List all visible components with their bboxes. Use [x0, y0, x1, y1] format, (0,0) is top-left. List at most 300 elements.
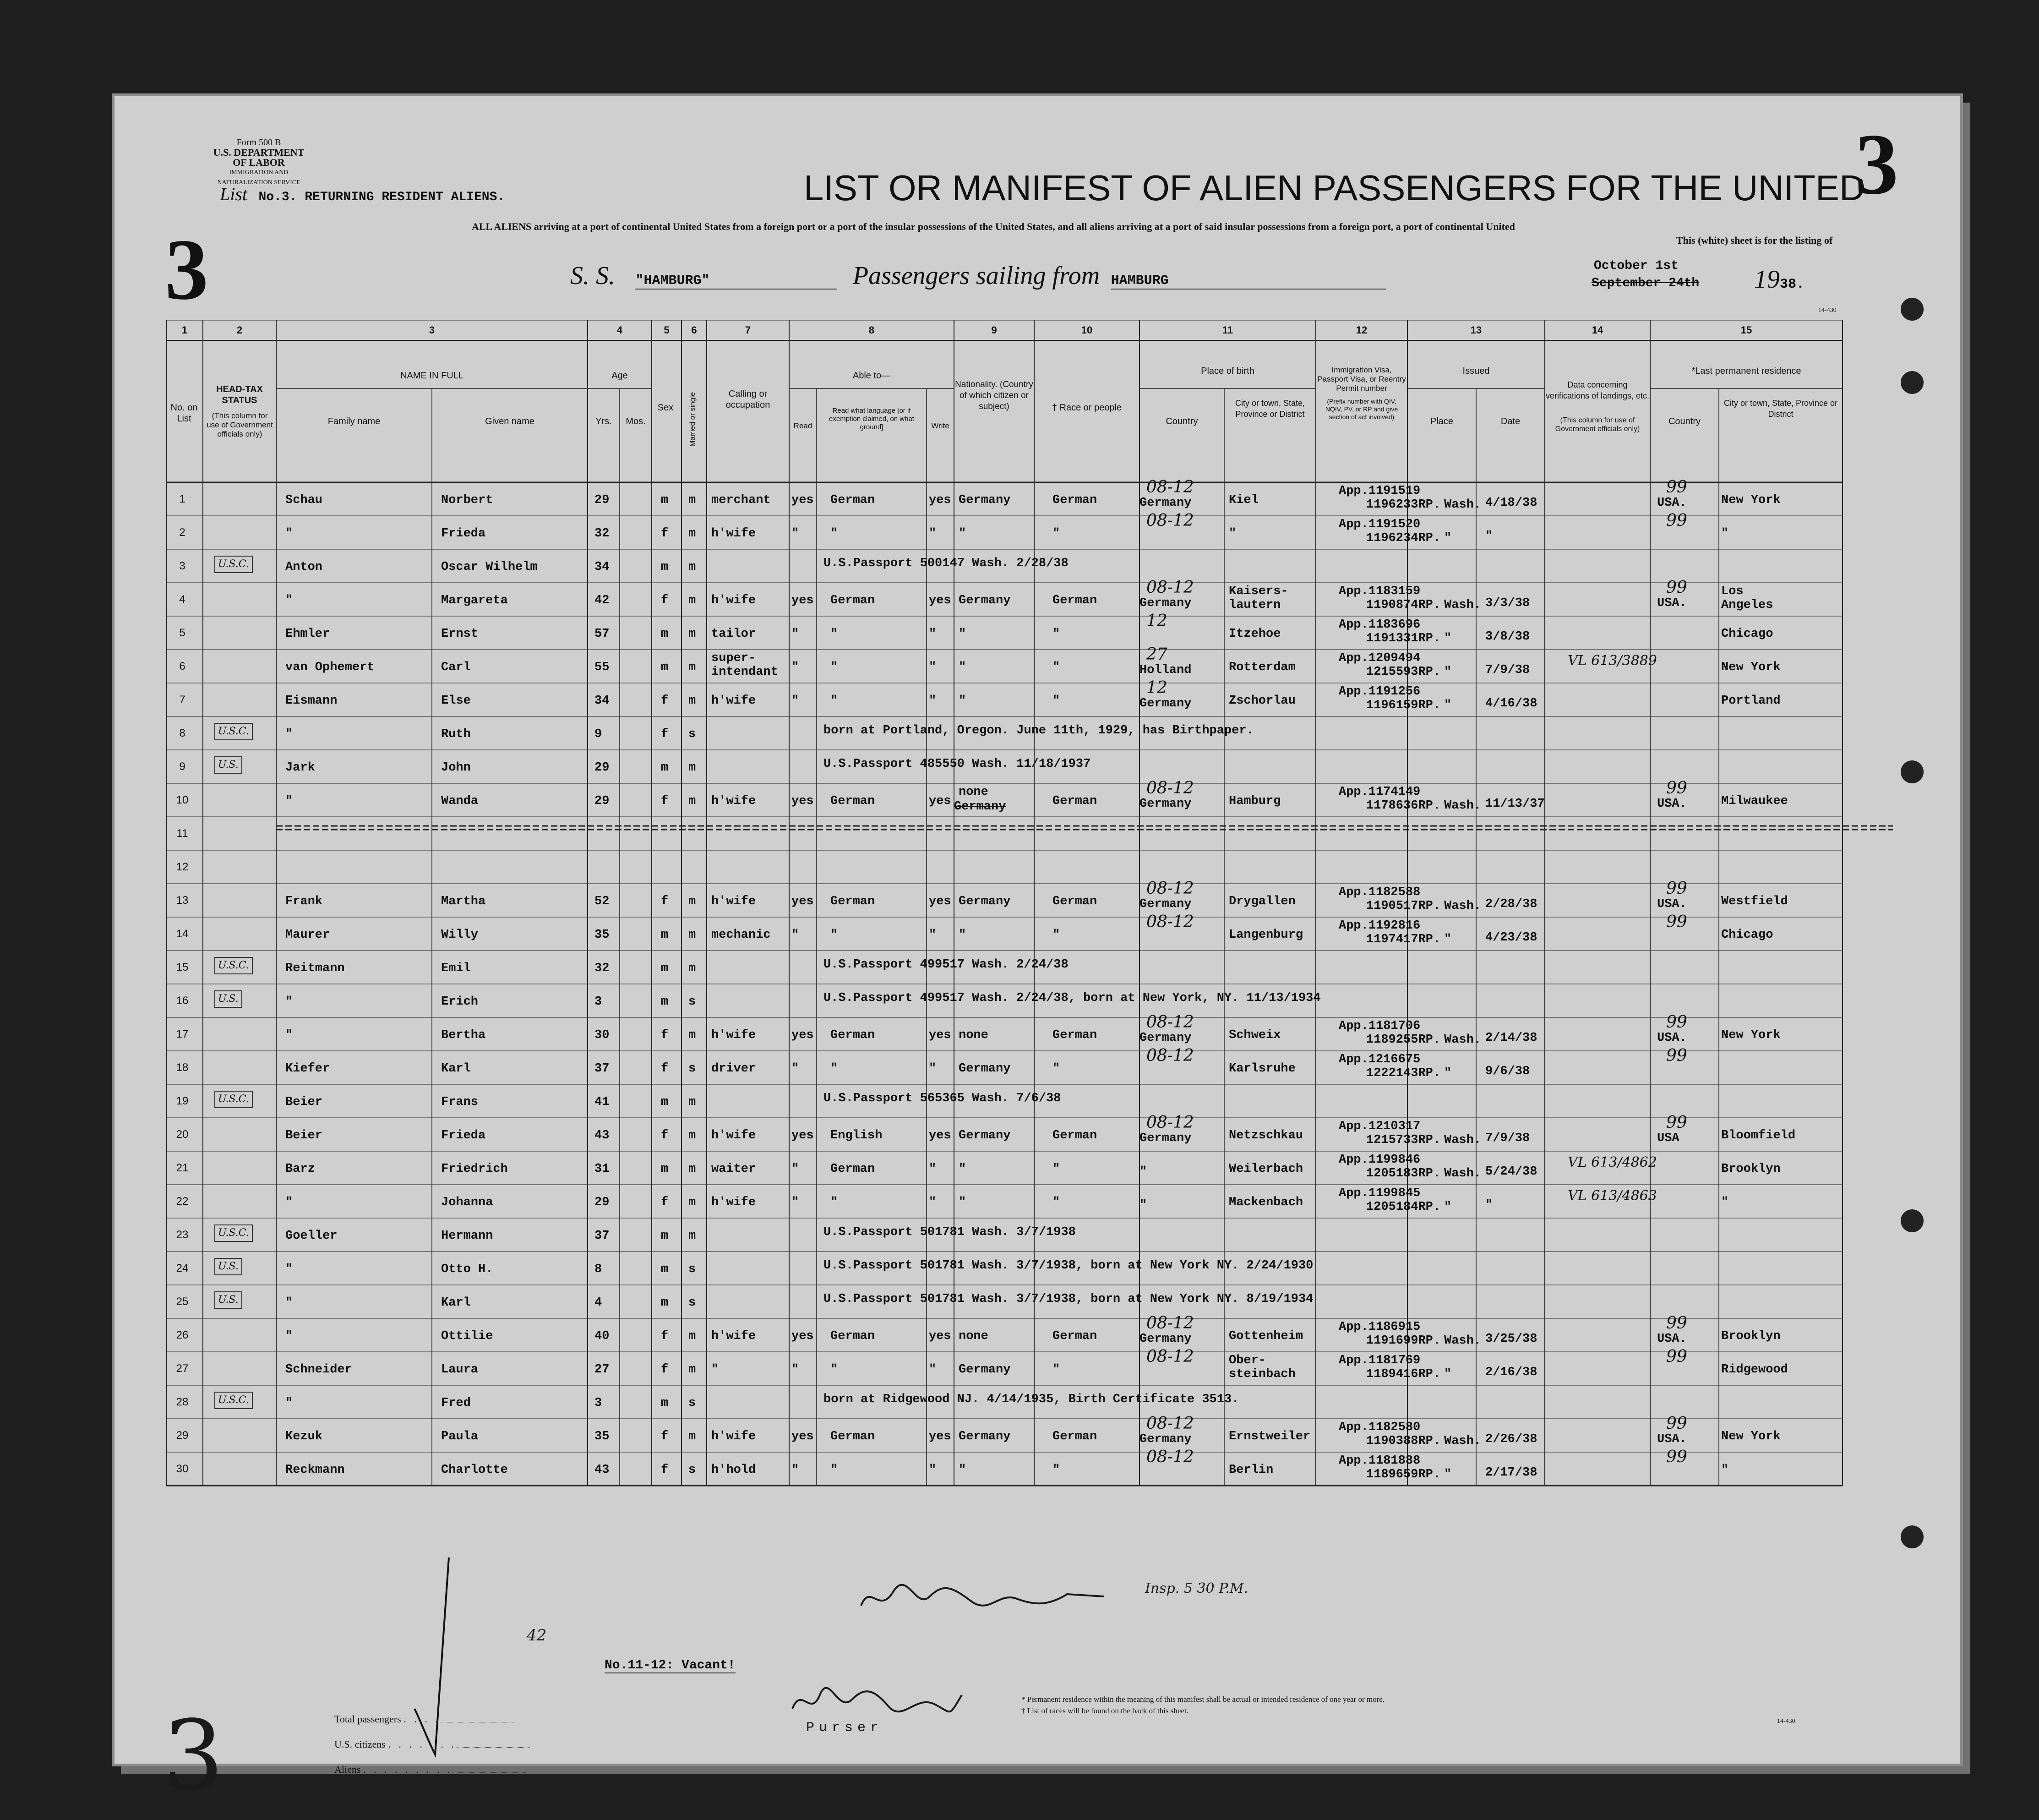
cell-idate: 2/17/38	[1485, 1466, 1537, 1480]
aliens-label: Aliens . . . . . . . . .	[334, 1764, 526, 1776]
table-row	[166, 817, 1893, 850]
cell-occ: mechanic	[711, 928, 771, 942]
cell-rcode: 99	[1666, 1448, 1687, 1466]
cell-given: Ruth	[441, 727, 471, 741]
cell-code: 08-12	[1146, 1448, 1194, 1466]
hdr-head-tax-note: (This column for use of Government officials only)	[207, 411, 273, 438]
cell-age: 9	[594, 727, 602, 741]
table-row	[166, 645, 1893, 683]
cell-lang: German	[830, 1430, 875, 1443]
cell-no: 18	[176, 1061, 189, 1074]
cell-note: U.S.Passport 565365 Wash. 7/6/38	[823, 1092, 1061, 1105]
hdr-birth-country: Country	[1166, 416, 1198, 426]
cell-iplace: Wash.	[1444, 1133, 1482, 1147]
cell-family: Schau	[285, 493, 323, 507]
cell-bcity: Mackenbach	[1229, 1196, 1303, 1209]
cell-given: Margareta	[441, 594, 508, 607]
cell-visa2: 1196234RP.	[1366, 531, 1441, 545]
department: U.S. DEPARTMENT OF LABOR	[213, 147, 305, 168]
manifest-subtitle-2: This (white) sheet is for the listing of	[1676, 235, 1833, 246]
hdr-mos: Mos.	[626, 416, 646, 426]
cell-nat: Germany	[959, 1430, 1011, 1443]
cell-note: born at Ridgewood NJ. 4/14/1935, Birth Certificate 3513.	[823, 1393, 1239, 1406]
cell-rcode: 99	[1666, 913, 1687, 931]
cell-idate: 2/16/38	[1485, 1366, 1537, 1379]
hdr-head-tax: HEAD-TAX STATUS	[216, 384, 263, 405]
cell-family: Eismann	[285, 694, 338, 708]
cell-stamp: U.S.	[214, 990, 242, 1008]
cell-ms: m	[688, 1430, 696, 1443]
cell-age: 4	[594, 1296, 602, 1310]
cell-no: 23	[176, 1229, 189, 1241]
cell-ms: m	[688, 1095, 696, 1109]
cell-ms: m	[688, 1129, 696, 1142]
cell-given: Else	[441, 694, 471, 708]
cell-read: "	[791, 928, 799, 942]
cell-age: 35	[594, 1430, 610, 1443]
manifest-sheet	[114, 96, 1960, 1812]
cell-iplace: Wash.	[1444, 598, 1482, 612]
cell-given: Willy	[441, 928, 479, 942]
cell-sex: m	[661, 1162, 669, 1176]
cell-race: German	[1052, 493, 1097, 507]
cell-sex: m	[661, 1396, 669, 1410]
cell-ms: m	[688, 1229, 696, 1243]
cell-bcity: Kiel	[1229, 493, 1259, 507]
cell-rc: USA.	[1657, 596, 1687, 610]
cell-rcity: Brooklyn	[1721, 1162, 1781, 1176]
cell-family: "	[285, 1329, 293, 1343]
cell-lang: "	[830, 1196, 838, 1209]
table-row	[166, 1448, 1893, 1486]
cell-sex: m	[661, 761, 669, 775]
table-row	[166, 578, 1893, 616]
cell-race: German	[1052, 1129, 1097, 1142]
form-id-block	[206, 137, 311, 188]
cell-sex: m	[661, 1263, 669, 1276]
cell-bcity: Netzschkau	[1229, 1129, 1303, 1142]
cell-note: U.S.Passport 499517 Wash. 2/24/38, born at New York, NY. 11/13/1934	[823, 991, 1321, 1005]
cell-visa1: App.1209494	[1339, 651, 1421, 665]
cell-given: John	[441, 761, 471, 775]
column-number: 12	[1356, 324, 1368, 336]
hdr-yrs: Yrs.	[595, 416, 612, 426]
cell-bcity: "	[1229, 527, 1237, 541]
cell-occ: h'wife	[711, 594, 756, 607]
cell-family: "	[285, 995, 293, 1009]
cell-note: U.S.Passport 501781 Wash. 3/7/1938	[823, 1225, 1076, 1239]
column-number: 11	[1222, 324, 1233, 336]
cell-family: Anton	[285, 560, 323, 574]
hdr-read: Read	[793, 421, 812, 430]
cell-visa2: 1196159RP.	[1366, 699, 1441, 712]
cell-lang: German	[830, 1028, 875, 1042]
column-number: 3	[429, 324, 435, 336]
cell-idate: 7/9/38	[1485, 1131, 1530, 1145]
cell-sex: m	[661, 661, 669, 674]
cell-no: 2	[179, 526, 185, 539]
cell-given: Frans	[441, 1095, 479, 1109]
cell-no: 11	[176, 827, 188, 840]
us-citizens-label: U.S. citizens . . . . . . .	[334, 1738, 530, 1750]
cell-age: 8	[594, 1263, 602, 1276]
hdr-last-residence: *Last permanent residence	[1691, 366, 1801, 376]
cell-write: yes	[929, 794, 951, 808]
cell-lang: "	[830, 1463, 838, 1477]
cell-rc: USA.	[1657, 897, 1687, 911]
cell-bc: "	[1139, 1165, 1147, 1179]
cell-nat: none	[959, 1329, 988, 1343]
column-number: 2	[236, 324, 243, 336]
cell-visa1: App.1186915	[1339, 1320, 1421, 1334]
cell-age: 32	[594, 962, 610, 975]
cell-code: 08-12	[1146, 779, 1194, 798]
cell-rcity: Ridgewood	[1721, 1363, 1788, 1377]
cell-nat: "	[959, 928, 966, 942]
cell-bc: Germany	[1139, 596, 1192, 610]
cell-sex: f	[661, 1329, 669, 1343]
cell-ms: m	[688, 1196, 696, 1209]
cell-nat: Germany	[959, 1363, 1011, 1377]
cell-sex: f	[661, 1129, 669, 1142]
cell-read: yes	[791, 594, 814, 607]
cell-idate: 3/25/38	[1485, 1332, 1537, 1346]
column-number: 14	[1592, 324, 1603, 336]
cell-bcity: Rotterdam	[1229, 661, 1296, 674]
cell-visa1: App.1182588	[1339, 885, 1421, 899]
cell-write: yes	[929, 895, 951, 908]
cell-given: Emil	[441, 962, 471, 975]
count-42: 42	[527, 1626, 547, 1645]
cell-sex: f	[661, 794, 669, 808]
cell-family: Maurer	[285, 928, 330, 942]
cell-sex: m	[661, 1296, 669, 1310]
cell-no: 24	[176, 1262, 189, 1274]
cell-no: 29	[176, 1429, 189, 1442]
cell-given: Ernst	[441, 627, 479, 641]
cell-sex: f	[661, 727, 669, 741]
cell-visa2: 1197417RP.	[1366, 933, 1441, 946]
cell-stamp: U.S.C.	[214, 957, 253, 974]
cell-ms: m	[688, 594, 696, 607]
cell-lang: German	[830, 594, 875, 607]
hdr-family-name: Family name	[327, 416, 381, 426]
cell-lang: German	[830, 794, 875, 808]
list-value: No.3. RETURNING RESIDENT ALIENS.	[258, 190, 505, 204]
table-row	[166, 913, 1893, 951]
cell-rcode: 99	[1666, 1113, 1687, 1132]
cell-code: 08-12	[1146, 913, 1194, 931]
cell-given: Frieda	[441, 1129, 486, 1142]
cell-bc: Germany	[1139, 897, 1192, 911]
cell-given: Erich	[441, 995, 479, 1009]
cell-race: "	[1052, 928, 1060, 942]
cell-race: "	[1052, 661, 1060, 674]
cell-age: 37	[594, 1229, 610, 1243]
cell-ms: s	[688, 727, 696, 741]
cell-lang: "	[830, 1062, 838, 1076]
cell-family: van Ophemert	[285, 661, 375, 674]
purser-label: Purser	[806, 1720, 883, 1736]
cell-rcity: New York	[1721, 1028, 1781, 1042]
cell-idate: 2/28/38	[1485, 897, 1537, 911]
cell-lang: German	[830, 493, 875, 507]
cell-visa1: App.1183159	[1339, 585, 1421, 598]
cell-idate: 2/14/38	[1485, 1031, 1537, 1045]
cell-occ: h'wife	[711, 1129, 756, 1142]
cell-race: "	[1052, 694, 1060, 708]
cell-rcity: Los	[1721, 585, 1744, 598]
cell-rcity: New York	[1721, 661, 1781, 674]
cell-nat: "	[959, 627, 966, 641]
cell-sex: m	[661, 928, 669, 942]
cell-nat: "	[959, 527, 966, 541]
cell-no: 12	[176, 861, 189, 873]
table-row	[166, 779, 1893, 817]
hdr-place-of-birth: Place of birth	[1201, 366, 1254, 376]
cell-age: 29	[594, 794, 610, 808]
page-mark-left: 3	[165, 222, 208, 318]
cell-no: 13	[176, 894, 189, 907]
cell-no: 8	[179, 727, 185, 739]
cell-family: Beier	[285, 1095, 323, 1109]
cell-nat: "	[959, 694, 966, 708]
cell-occ: "	[711, 1363, 719, 1377]
cell-stamp: U.S.C.	[214, 1091, 253, 1108]
year-prefix: 19	[1754, 265, 1780, 294]
cell-visa2: 1205184RP.	[1366, 1200, 1441, 1214]
cell-given: Friedrich	[441, 1162, 508, 1176]
cell-no: 26	[176, 1329, 189, 1341]
cell-code: 27	[1146, 645, 1167, 664]
cell-rcity2: Angeles	[1721, 598, 1773, 612]
cell-bcity: Drygallen	[1229, 895, 1296, 908]
cell-bc: Germany	[1139, 1332, 1192, 1346]
cell-rcity: Chicago	[1721, 627, 1773, 641]
cell-bcity: Ernstweiler	[1229, 1430, 1311, 1443]
cell-visa2: 1222143RP.	[1366, 1066, 1441, 1080]
cell-write: "	[929, 527, 937, 541]
cell-given: Carl	[441, 661, 471, 674]
cell-idate: 11/13/37	[1485, 797, 1545, 811]
cell-lang: German	[830, 1162, 875, 1176]
cell-iplace: "	[1444, 1200, 1452, 1214]
cell-sex: f	[661, 1430, 669, 1443]
cell-age: 43	[594, 1129, 610, 1142]
cell-iplace: Wash.	[1444, 1334, 1482, 1348]
vacant-note: No.11-12: Vacant!	[605, 1658, 736, 1672]
cell-visa2: 1189416RP.	[1366, 1367, 1441, 1381]
cell-occ: h'wife	[711, 1329, 756, 1343]
cell-age: 37	[594, 1062, 610, 1076]
cell-rcity: Portland	[1721, 694, 1781, 708]
cell-rc: USA.	[1657, 797, 1687, 811]
cell-age: 32	[594, 527, 610, 541]
cell-idate: 5/24/38	[1485, 1165, 1537, 1179]
cell-visa1: App.1174149	[1339, 785, 1421, 799]
cell-iplace: "	[1444, 1367, 1452, 1381]
cell-ms: m	[688, 962, 696, 975]
cell-family: Beier	[285, 1129, 323, 1142]
cell-visa2: 1191331RP.	[1366, 632, 1441, 645]
cell-idate: 3/8/38	[1485, 630, 1530, 644]
cell-family: Schneider	[285, 1363, 352, 1377]
cell-code: 12	[1146, 678, 1167, 697]
cell-write: yes	[929, 1430, 951, 1443]
cell-sex: m	[661, 1095, 669, 1109]
cell-no: 15	[176, 961, 189, 973]
cell-no: 25	[176, 1295, 189, 1308]
cell-stamp: U.S.	[214, 1291, 242, 1309]
table-row	[166, 716, 1893, 750]
cell-family: "	[285, 1196, 293, 1209]
cell-family: "	[285, 1263, 293, 1276]
hdr-given-name: Given name	[485, 416, 534, 426]
cell-lang: "	[830, 661, 838, 674]
hdr-sex: Sex	[657, 403, 674, 413]
cell-note: U.S.Passport 499517 Wash. 2/24/38	[823, 958, 1069, 972]
table-row	[166, 1285, 1893, 1318]
cell-visa1: App.1199845	[1339, 1186, 1421, 1200]
cell-age: 34	[594, 694, 610, 708]
cell-rc: USA	[1657, 1131, 1679, 1145]
cell-given: Laura	[441, 1363, 479, 1377]
cell-write: yes	[929, 1329, 951, 1343]
cell-rcity: New York	[1721, 1430, 1781, 1443]
ship-line	[570, 261, 1386, 290]
cell-occ: h'wife	[711, 1430, 756, 1443]
cell-write: yes	[929, 594, 951, 607]
cell-sex: f	[661, 895, 669, 908]
table-row	[166, 1113, 1893, 1151]
ship-name: "HAMBURG"	[635, 273, 837, 290]
cell-note: U.S.Passport 485550 Wash. 11/18/1937	[823, 757, 1091, 771]
cell-visa2: 1189255RP.	[1366, 1033, 1441, 1047]
cell-given: Karl	[441, 1062, 471, 1076]
cell-verif: VL 613/4862	[1568, 1154, 1657, 1170]
cell-given: Paula	[441, 1430, 479, 1443]
cell-code: 08-12	[1146, 1347, 1194, 1366]
cell-no: 17	[176, 1028, 189, 1040]
cell-family: Reckmann	[285, 1463, 345, 1477]
cell-nat: Germany	[959, 493, 1011, 507]
cell-age: 40	[594, 1329, 610, 1343]
cell-family: "	[285, 1028, 293, 1042]
cell-bcity: Itzehoe	[1229, 627, 1281, 641]
cell-rcode: 99	[1666, 578, 1687, 597]
service: IMMIGRATION AND NATURALIZATION SERVICE	[217, 169, 300, 186]
cell-family: "	[285, 1296, 293, 1310]
cell-family: "	[285, 1396, 293, 1410]
cell-race: "	[1052, 527, 1060, 541]
cell-iplace: "	[1444, 632, 1452, 645]
cell-iplace: Wash.	[1444, 1167, 1482, 1181]
ss-label: S. S.	[570, 262, 615, 290]
cell-bc: "	[1139, 1198, 1147, 1212]
cell-race: German	[1052, 1329, 1097, 1343]
aliens-text: Aliens	[334, 1764, 361, 1775]
cell-occ: h'wife	[711, 1028, 756, 1042]
cell-rcity: Milwaukee	[1721, 794, 1788, 808]
cell-write: "	[929, 1062, 937, 1076]
cell-idate: 2/26/38	[1485, 1432, 1537, 1446]
cell-race: German	[1052, 794, 1097, 808]
cell-rcode: 99	[1666, 779, 1687, 798]
cell-bc: Holland	[1139, 663, 1192, 677]
cell-no: 30	[176, 1463, 189, 1475]
cell-given: Oscar Wilhelm	[441, 560, 538, 574]
binder-hole	[1901, 371, 1924, 394]
cell-idate: 7/9/38	[1485, 663, 1530, 677]
hdr-no-on-list: No. on List	[170, 403, 198, 424]
cell-visa2: 1215593RP.	[1366, 665, 1441, 679]
cell-code: 08-12	[1146, 1113, 1194, 1132]
page-mark-bottom: 3	[163, 1700, 224, 1812]
cell-nat: none	[959, 785, 988, 799]
cell-read: "	[791, 527, 799, 541]
cell-occ: waiter	[711, 1162, 756, 1176]
cell-lang: German	[830, 895, 875, 908]
cell-idate: "	[1485, 1198, 1493, 1212]
cell-bcity2: steinbach	[1229, 1367, 1296, 1381]
cell-idate: "	[1485, 530, 1493, 543]
cell-iplace: "	[1444, 1066, 1452, 1080]
cell-no: 10	[176, 794, 189, 806]
cell-iplace: Wash.	[1444, 1033, 1482, 1047]
cell-rcode: 99	[1666, 511, 1687, 530]
column-number: 8	[868, 324, 875, 336]
cell-age: 42	[594, 594, 610, 607]
cell-nat_struck: Germany	[954, 800, 1006, 814]
cell-sex: f	[661, 1196, 669, 1209]
cell-lang: "	[830, 627, 838, 641]
form-code-bottom: 14-430	[1777, 1718, 1795, 1725]
table-row	[166, 1084, 1893, 1118]
cell-iplace: "	[1444, 1468, 1452, 1481]
cell-iplace: Wash.	[1444, 899, 1482, 913]
cell-rcode: 99	[1666, 1314, 1687, 1333]
cell-iplace: "	[1444, 665, 1452, 679]
cell-ms: m	[688, 493, 696, 507]
cell-code: 08-12	[1146, 511, 1194, 530]
cell-read: "	[791, 1363, 799, 1377]
cell-race: "	[1052, 1162, 1060, 1176]
column-number: 15	[1740, 324, 1752, 336]
cell-iplace: Wash.	[1444, 498, 1482, 512]
cell-given: Wanda	[441, 794, 479, 808]
cell-write: "	[929, 928, 937, 942]
cell-family: "	[285, 727, 293, 741]
cell-read: "	[791, 661, 799, 674]
cell-ms: m	[688, 794, 696, 808]
hdr-birth-city: City or town, State, Province or District	[1235, 399, 1305, 419]
cell-bcity2: lautern	[1229, 598, 1281, 612]
cell-bcity: Weilerbach	[1229, 1162, 1303, 1176]
cell-occ2: intendant	[711, 665, 778, 679]
table-row	[166, 1013, 1893, 1051]
inspector-time: Insp. 5 30 P.M.	[1145, 1580, 1248, 1596]
cell-ms: m	[688, 1162, 696, 1176]
cell-bcity: Kaisers-	[1229, 585, 1288, 598]
cell-read: yes	[791, 1329, 814, 1343]
tally-stroke	[371, 1553, 463, 1764]
cell-nat: "	[959, 1463, 966, 1477]
cell-bcity: Schweix	[1229, 1028, 1281, 1042]
cell-no: 14	[176, 928, 189, 940]
cell-occ: driver	[711, 1062, 756, 1076]
cell-write: "	[929, 1162, 937, 1176]
table-row	[166, 478, 1893, 516]
